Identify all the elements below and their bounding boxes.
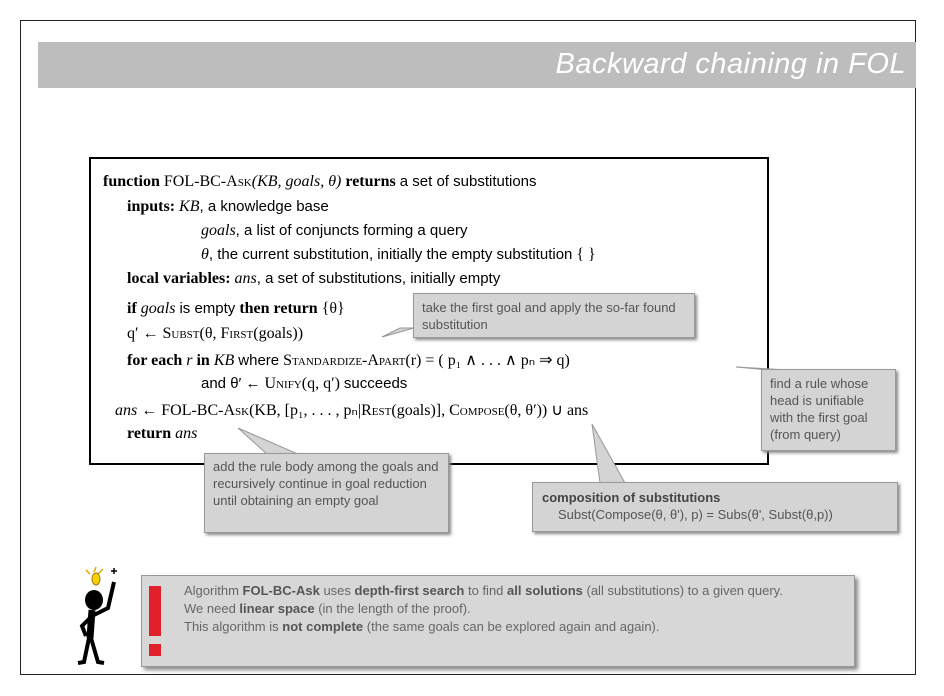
algo-line-3: goals, a list of conjuncts forming a query: [201, 222, 468, 239]
slide-title: Backward chaining in FOL: [555, 48, 906, 80]
algo-line-10: ans ← FOL-BC-Ask(KB, [p₁, . . . , pₙ|Rest(goals)], Compose(θ, θ′)) ∪ ans: [115, 402, 589, 419]
callout-composition: [532, 482, 898, 532]
thinking-figure-icon: [74, 566, 134, 666]
algo-line-4: θ, the current substitution, initially the empty substitution { }: [201, 246, 596, 263]
algo-line-7: q′ ← Subst(θ, First(goals)): [127, 325, 304, 342]
callout-find-rule: find a rule whose head is unifiable with the first goal (from query): [761, 369, 896, 451]
algo-line-5: local variables: ans, a set of substitutions, initially empty: [127, 270, 501, 287]
algo-line-8: for each r in KB where Standardize-Apart(r) = ( p₁ ∧ . . . ∧ pₙ ⇒ q): [127, 352, 570, 369]
algo-line-11: return ans: [127, 425, 198, 442]
algo-line-6: if goals is empty then return {θ}: [127, 300, 345, 317]
warning-text: Algorithm FOL-BC-Ask uses depth-first search to find all solutions (all substitutions) to a given query. We need linear space (in the length of the proof). This algorithm is not complete (the same goals can be explored again and again).: [184, 583, 783, 634]
callout-rule-body: add the rule body among the goals and recursively continue in goal reduction until obtaining an empty goal: [204, 453, 449, 533]
warning-box: [141, 575, 855, 667]
algo-line-2: inputs: KB, a knowledge base: [127, 198, 329, 215]
composition-formula: Subst(Compose(θ, θ'), p) = Subs(θ', Subst(θ,p)): [558, 507, 833, 522]
algo-line-9: and θ′ ← Unify(q, q′) succeeds: [201, 375, 408, 392]
composition-title: composition of substitutions: [542, 490, 721, 505]
exclamation-icon: [148, 586, 162, 658]
title-bar: [38, 42, 916, 88]
algo-line-1: function FOL-BC-Ask(KB, goals, θ) returns a set of substitutions: [103, 173, 537, 190]
callout-first-goal: take the first goal and apply the so-far found substitution: [413, 293, 695, 338]
